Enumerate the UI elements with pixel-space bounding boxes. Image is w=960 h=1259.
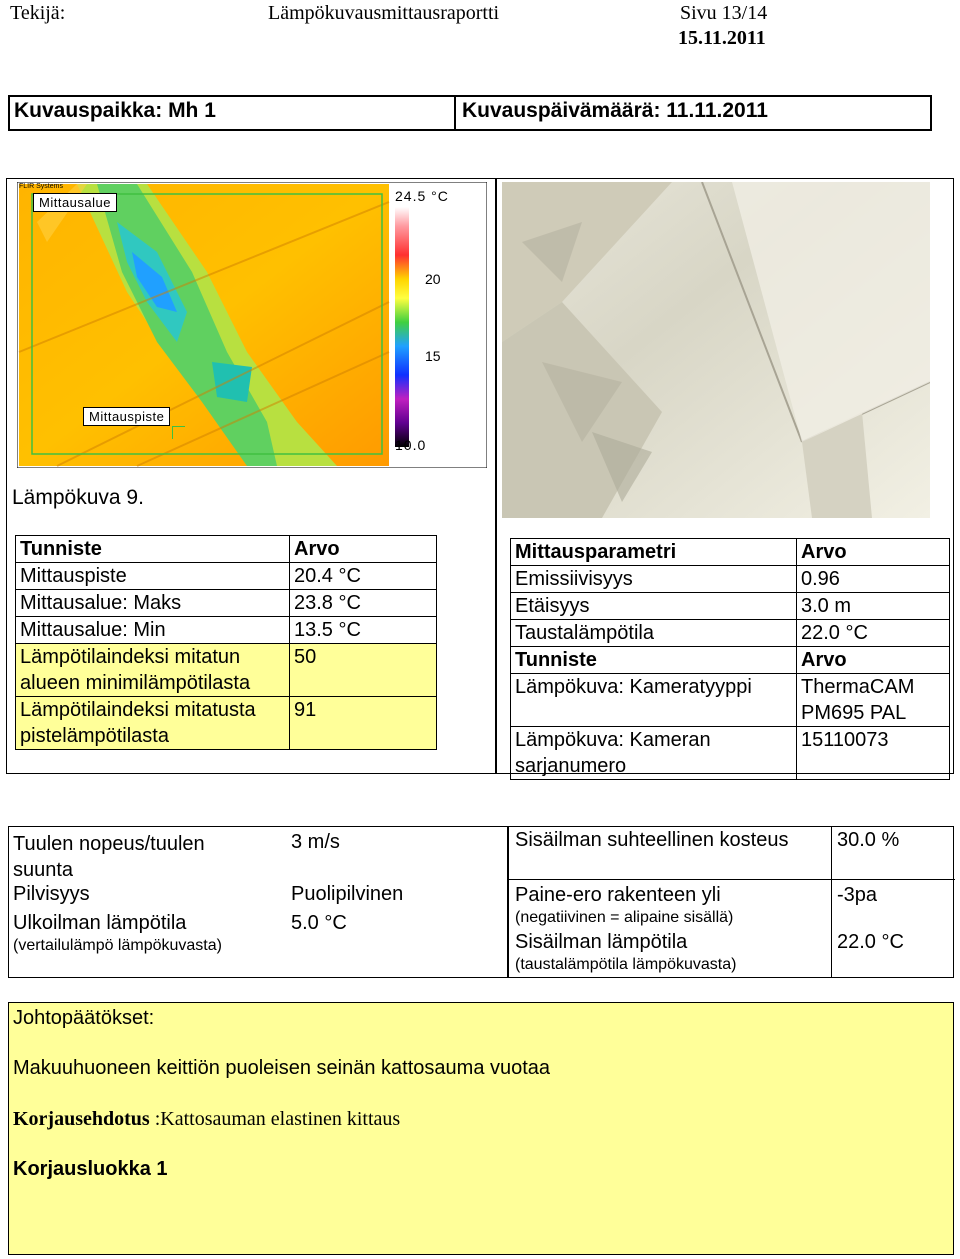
measurement-value: 20.4 °C <box>290 563 437 590</box>
measurement-header-value: Arvo <box>290 536 437 563</box>
conclusions-title: Johtopäätökset: <box>13 1007 155 1029</box>
spot-label: Mittauspiste <box>83 407 170 426</box>
measurement-table <box>15 535 437 750</box>
measurement-header-label: Tunniste <box>16 536 290 563</box>
camera-header-value: Arvo <box>797 647 950 674</box>
proposal-label: Korjausehdotus <box>13 1108 150 1130</box>
capture-date: Kuvauspäivämäärä: 11.11.2011 <box>462 99 768 122</box>
page-number: Sivu 13/14 <box>680 2 768 24</box>
visual-photo <box>502 182 930 518</box>
humidity-label: Sisäilman suhteellinen kosteus <box>515 829 789 851</box>
divider <box>831 827 832 977</box>
scale-max: 24.5 °C <box>395 188 449 204</box>
measurement-label: Mittauspiste <box>16 563 290 590</box>
measurement-label: Mittausalue: Min <box>16 617 290 644</box>
outdoor-temp-value: 5.0 °C <box>291 912 347 934</box>
index-value: 50 <box>290 644 437 697</box>
finding-text: Makuuhuoneen keittiön puoleisen seinän kattosauma vuotaa <box>13 1057 551 1079</box>
location-cell <box>8 95 456 131</box>
wind-value: 3 m/s <box>291 831 340 853</box>
camera-label: Lämpökuva: Kameran sarjanumero <box>511 727 797 780</box>
proposal-text: :Kattosauman elastinen kittaus <box>149 1108 401 1130</box>
indoor-temp-label: Sisäilman lämpötila <box>515 931 688 953</box>
capture-place: Kuvauspaikka: Mh 1 <box>14 99 216 122</box>
repair-class: Korjausluokka 1 <box>13 1158 168 1180</box>
scale-20: 20 <box>425 271 441 287</box>
param-value: 3.0 m <box>797 593 950 620</box>
indoor-temp-sub: (taustalämpötila lämpökuvasta) <box>515 956 737 973</box>
camera-value: 15110073 <box>797 727 950 780</box>
divider <box>509 879 955 880</box>
area-label: Mittausalue <box>33 193 117 212</box>
cloud-label: Pilvisyys <box>13 883 90 905</box>
report-date: 15.11.2011 <box>678 27 766 49</box>
param-value: 22.0 °C <box>797 620 950 647</box>
conclusions-box <box>8 1002 954 1255</box>
humidity-value: 30.0 % <box>837 829 900 851</box>
outdoor-temp-label: Ulkoilman lämpötila <box>13 912 187 934</box>
index-label: Lämpötilaindeksi mitatusta pistelämpötilasta <box>16 697 290 750</box>
param-label: Emissiivisyys <box>511 566 797 593</box>
conditions-right <box>508 826 954 978</box>
camera-value: ThermaCAM PM695 PAL <box>797 674 950 727</box>
pressure-sub: (negatiivinen = alipaine sisällä) <box>515 909 734 926</box>
scale-min: 10.0 <box>395 437 427 453</box>
date-cell <box>456 95 932 131</box>
param-value: 0.96 <box>797 566 950 593</box>
pressure-label: Paine-ero rakenteen yli <box>515 884 721 906</box>
parameters-table <box>510 538 950 780</box>
report-title: Lämpökuvausmittausraportti <box>268 2 500 24</box>
pressure-value: -3pa <box>837 884 878 906</box>
camera-header-label: Tunniste <box>511 647 797 674</box>
cloud-value: Puolipilvinen <box>291 883 404 905</box>
camera-label: Lämpökuva: Kameratyyppi <box>511 674 797 727</box>
author-label: Tekijä: <box>10 2 66 24</box>
measurement-label: Mittausalue: Maks <box>16 590 290 617</box>
param-label: Taustalämpötila <box>511 620 797 647</box>
conditions-left <box>8 826 508 978</box>
proposal <box>13 1108 400 1131</box>
thermal-caption: Lämpökuva 9. <box>12 486 144 509</box>
outdoor-temp-sub: (vertailulämpö lämpökuvasta) <box>13 937 222 954</box>
scale-15: 15 <box>425 348 441 364</box>
wind-label: Tuulen nopeus/tuulen suunta <box>13 833 205 881</box>
spot-marker-icon <box>172 426 185 439</box>
measurement-value: 13.5 °C <box>290 617 437 644</box>
param-header-value: Arvo <box>797 539 950 566</box>
measurement-value: 23.8 °C <box>290 590 437 617</box>
indoor-temp-value: 22.0 °C <box>837 931 904 953</box>
flir-brand: FLIR Systems <box>19 183 63 190</box>
param-header-label: Mittausparametri <box>511 539 797 566</box>
param-label: Etäisyys <box>511 593 797 620</box>
index-value: 91 <box>290 697 437 750</box>
index-label: Lämpötilaindeksi mitatun alueen minimilämpötilasta <box>16 644 290 697</box>
